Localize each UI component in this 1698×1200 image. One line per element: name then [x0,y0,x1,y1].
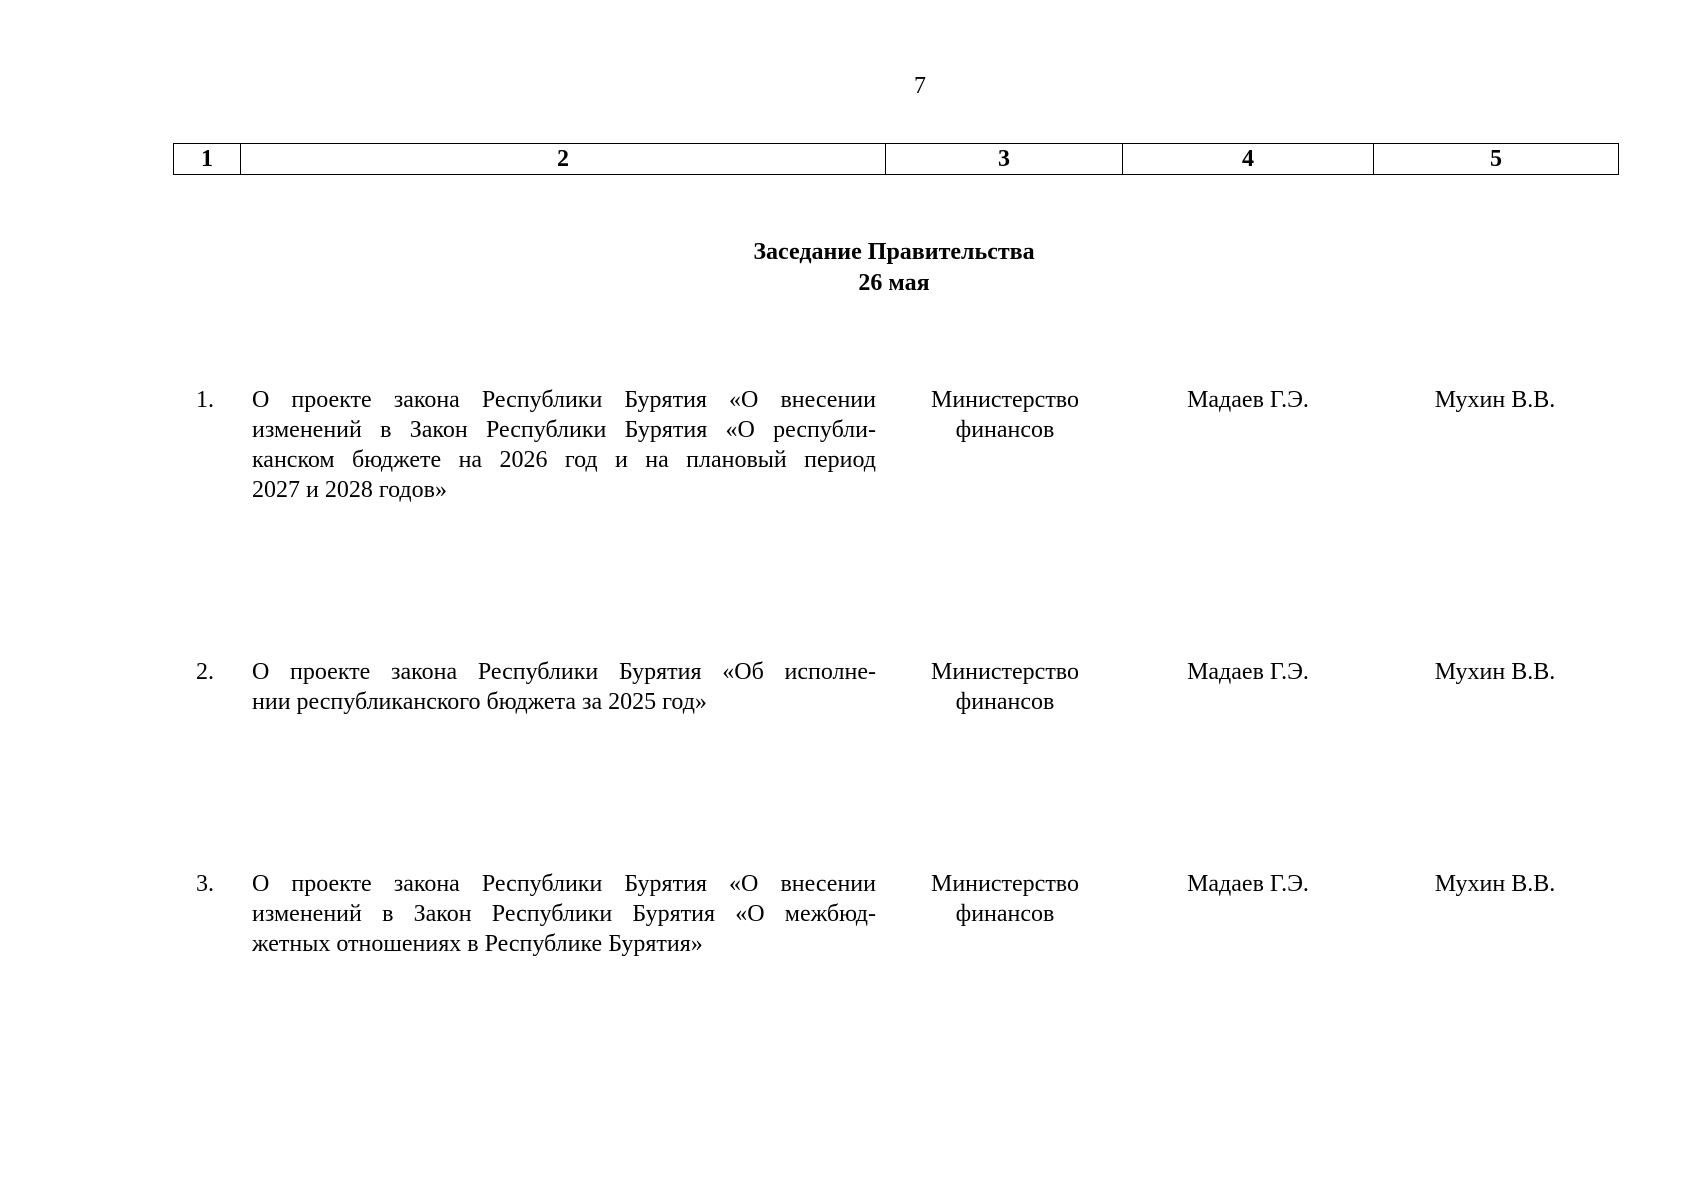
item-title-line: канском бюджете на 2026 год и на плановый период [252,447,876,473]
item-department-line: финансов [955,901,1055,927]
item-title-line: О проекте закона Республики Бурятия «О внесении [252,387,876,413]
item-number: 2. [196,659,214,685]
section-heading [0,237,1698,299]
item-title-line: О проекте закона Республики Бурятия «О внесении [252,871,876,897]
item-department [895,657,1115,717]
item-responsible: Мадаев Г.Э. [1187,387,1309,413]
item-title [252,385,876,505]
item-title-line: 2027 и 2028 годов» [252,477,447,503]
column-header-row [174,144,1619,175]
column-header-3: 3 [886,144,1123,175]
column-header-table [173,143,1619,175]
item-title-line: изменений в Закон Республики Бурятия «О республи- [252,417,876,443]
item-supervisor: Мухин В.В. [1434,871,1556,897]
column-header-1: 1 [174,144,241,175]
item-number: 3. [196,871,214,897]
item-title-line: изменений в Закон Республики Бурятия «О межбюд- [252,901,876,927]
item-department-line: Министерство [931,387,1079,413]
column-header-5: 5 [1374,144,1619,175]
item-department-line: Министерство [931,659,1079,685]
item-department-line: финансов [955,417,1055,443]
page-number: 7 [914,73,926,99]
item-title-line: жетных отношениях в Республике Бурятия» [252,931,703,957]
item-title-line: О проекте закона Республики Бурятия «Об исполне- [252,659,876,685]
item-department-line: Министерство [931,871,1079,897]
item-department [895,869,1115,929]
item-title [252,657,876,717]
item-department-line: финансов [955,689,1055,715]
item-title [252,869,876,959]
item-supervisor: Мухин В.В. [1434,387,1556,413]
item-department [895,385,1115,445]
section-title: Заседание Правительства [753,239,1035,265]
item-title-line: нии республиканского бюджета за 2025 год» [252,689,707,715]
section-date: 26 мая [858,270,930,296]
column-header-4: 4 [1123,144,1374,175]
column-header-2: 2 [241,144,886,175]
item-responsible: Мадаев Г.Э. [1187,871,1309,897]
item-supervisor: Мухин В.В. [1434,659,1556,685]
item-responsible: Мадаев Г.Э. [1187,659,1309,685]
item-number: 1. [196,387,214,413]
